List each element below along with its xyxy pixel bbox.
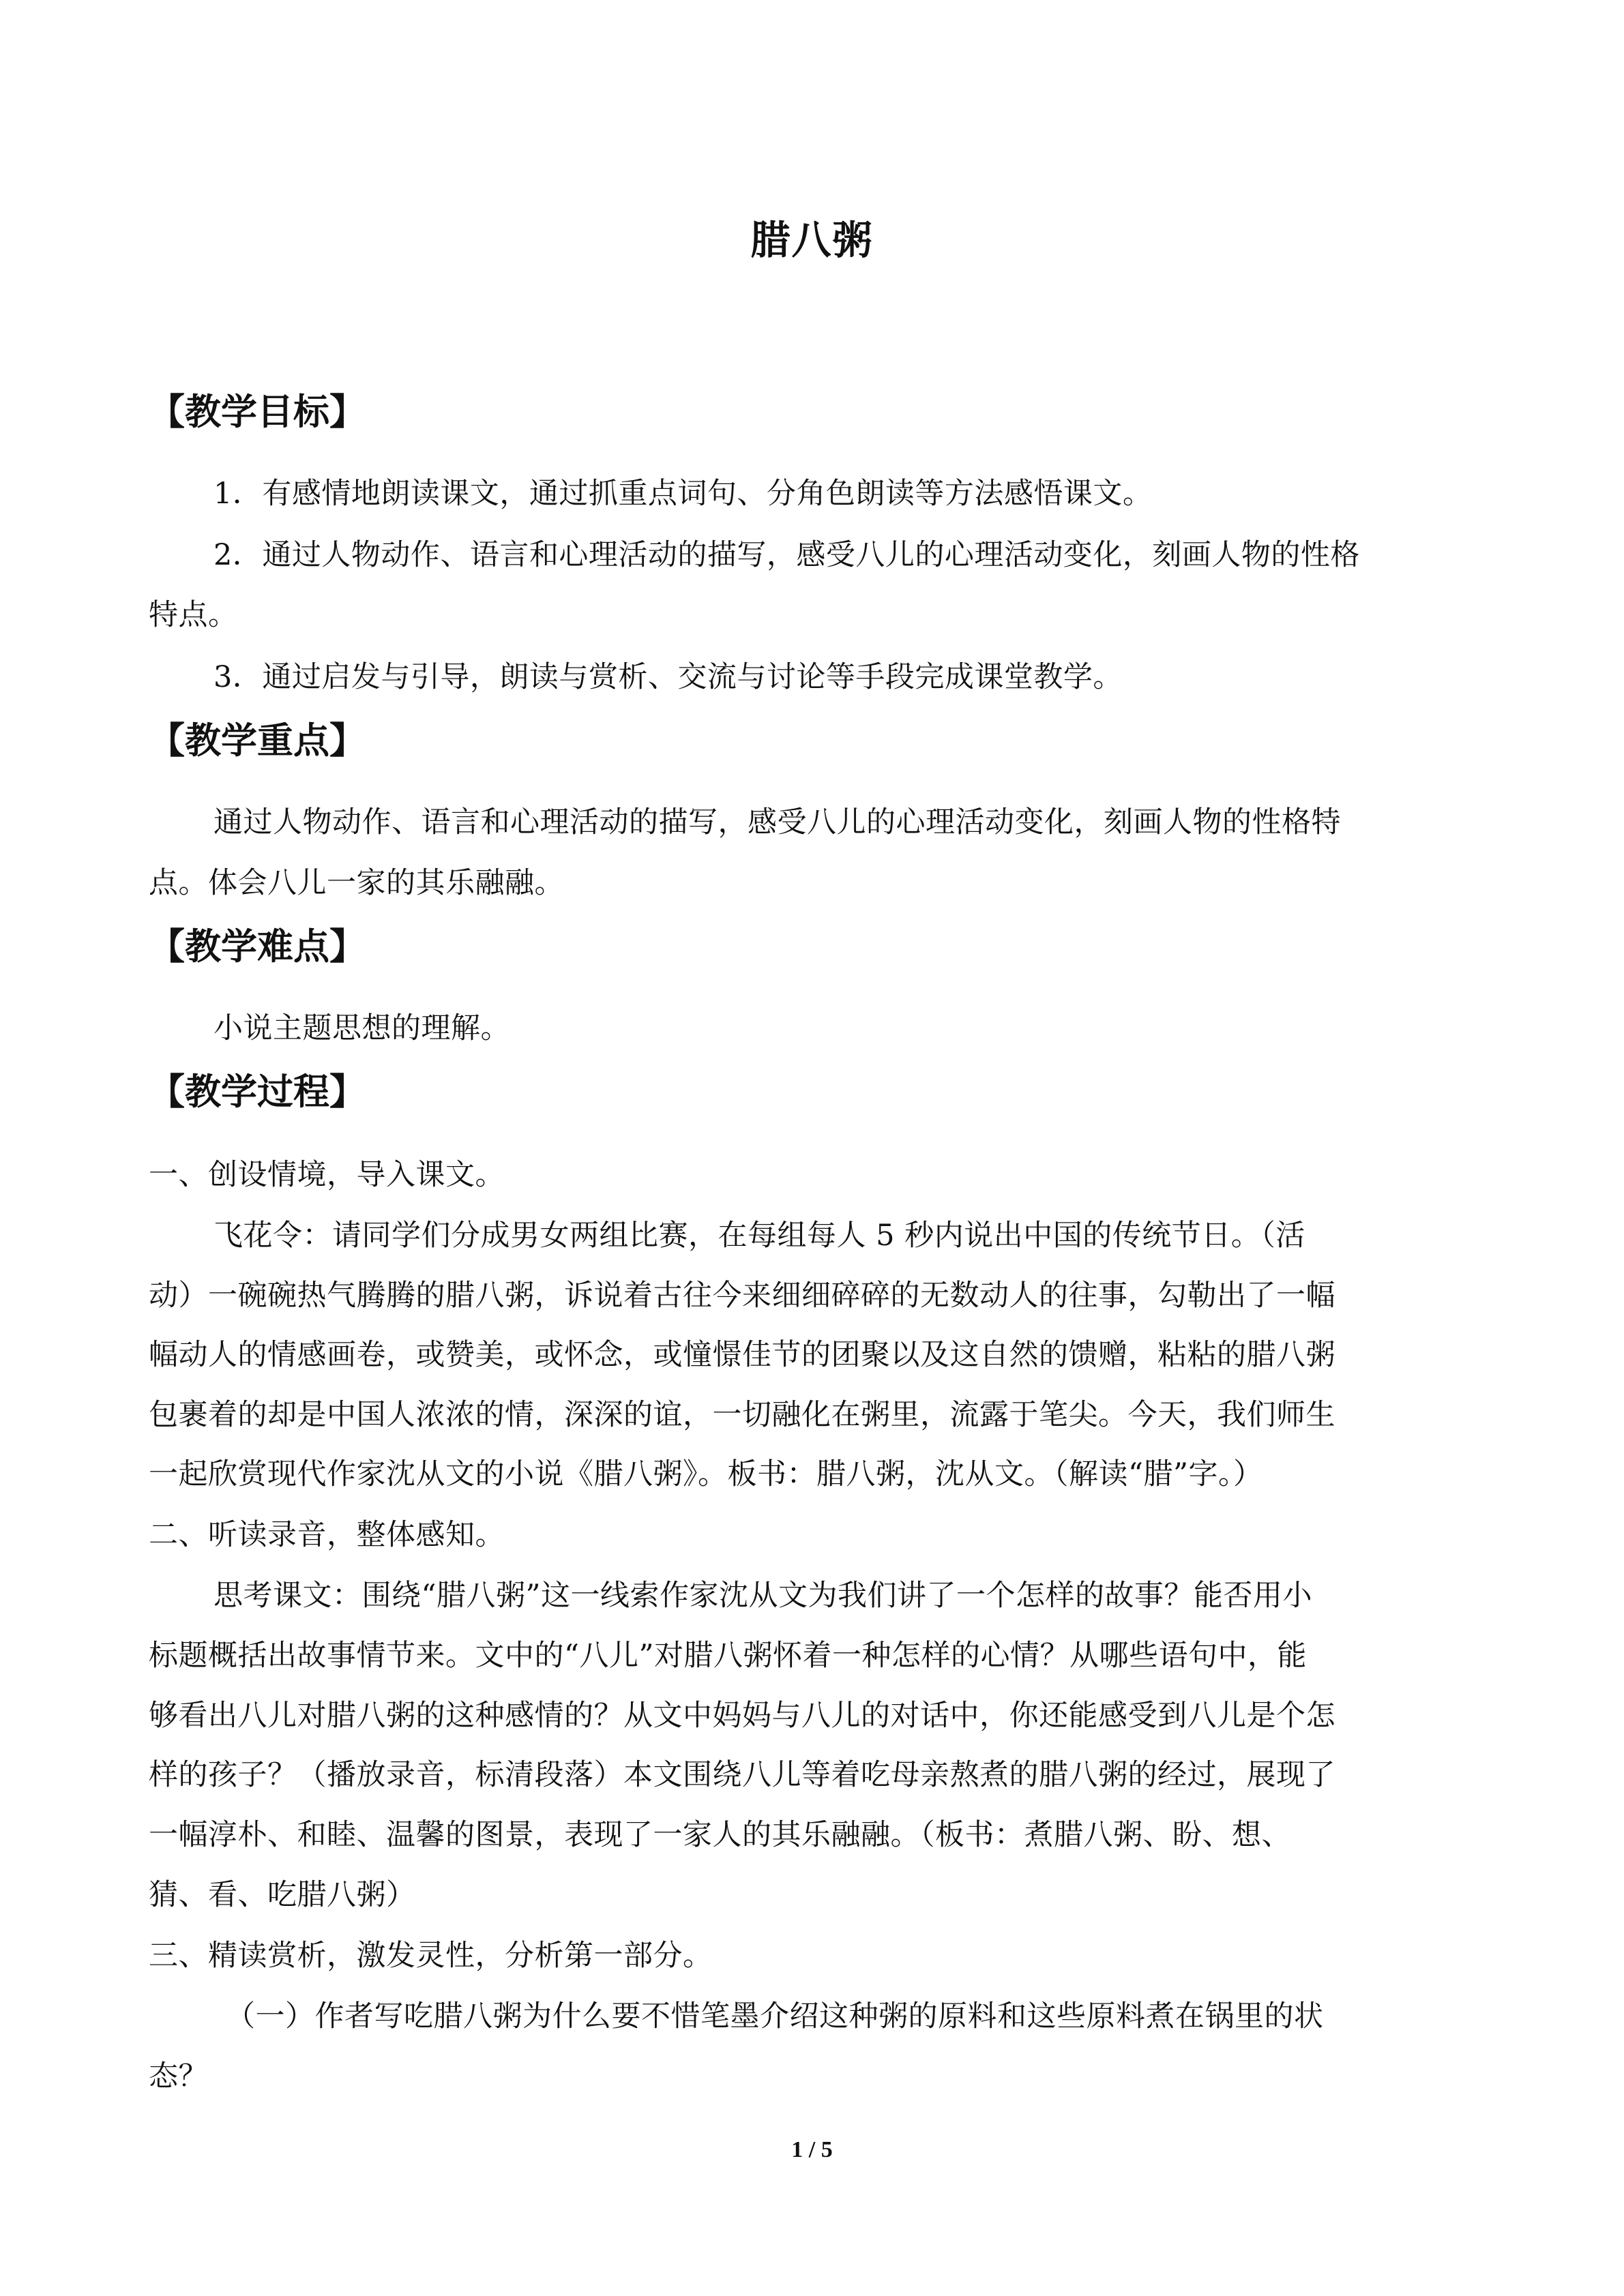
section-heading-goals: 【教学目标】 bbox=[149, 391, 366, 433]
page-number: 1 / 5 bbox=[791, 2137, 833, 2162]
process-step-3: 三、精读赏析，激发灵性，分析第一部分。 bbox=[149, 1939, 713, 1973]
process-line: 飞花令：请同学们分成男女两组比赛，在每组每人 5 秒内说出中国的传统节日。（活 bbox=[213, 1219, 1305, 1253]
difficulty-line-1: 小说主题思想的理解。 bbox=[213, 1011, 510, 1045]
process-line: 一起欣赏现代作家沈从文的小说《腊八粥》。板书：腊八粥，沈从文。（解读“腊”字。） bbox=[149, 1457, 1263, 1491]
process-line: 样的孩子？（播放录音，标清段落）本文围绕八儿等着吃母亲熬煮的腊八粥的经过，展现了 bbox=[149, 1758, 1335, 1792]
goal-line-3: 3．通过启发与引导，朗读与赏析、交流与讨论等手段完成课堂教学。 bbox=[213, 660, 1123, 694]
section-heading-key-points: 【教学重点】 bbox=[149, 720, 366, 762]
goal-line-2-cont: 特点。 bbox=[149, 598, 238, 632]
process-line: 标题概括出故事情节来。文中的“八儿”对腊八粥怀着一种怎样的心情？从哪些语句中，能 bbox=[149, 1639, 1307, 1673]
process-line: 猜、看、吃腊八粥） bbox=[149, 1878, 416, 1912]
section-heading-process: 【教学过程】 bbox=[149, 1071, 366, 1113]
key-point-line-2: 点。体会八儿一家的其乐融融。 bbox=[149, 866, 564, 900]
process-line: 包裹着的却是中国人浓浓的情，深深的谊，一切融化在粥里，流露于笔尖。今天，我们师生 bbox=[149, 1398, 1335, 1432]
process-line: 动）一碗碗热气腾腾的腊八粥，诉说着古往今来细细碎碎的无数动人的往事，勾勒出了一幅 bbox=[149, 1279, 1335, 1313]
section-heading-difficulties: 【教学难点】 bbox=[149, 926, 366, 968]
process-line: 态？ bbox=[149, 2059, 208, 2093]
process-line: 思考课文：围绕“腊八粥”这一线索作家沈从文为我们讲了一个怎样的故事？能否用小 bbox=[213, 1579, 1312, 1613]
process-step-2: 二、听读录音，整体感知。 bbox=[149, 1518, 505, 1552]
key-point-line-1: 通过人物动作、语言和心理活动的描写，感受八儿的心理活动变化，刻画人物的性格特 bbox=[213, 805, 1341, 839]
goal-line-1: 1．有感情地朗读课文，通过抓重点词句、分角色朗读等方法感悟课文。 bbox=[213, 477, 1153, 511]
page-title: 腊八粥 bbox=[750, 217, 874, 263]
process-line: （一）作者写吃腊八粥为什么要不惜笔墨介绍这种粥的原料和这些原料煮在锅里的状 bbox=[226, 1999, 1324, 2033]
process-line: 够看出八儿对腊八粥的这种感情的？从文中妈妈与八儿的对话中，你还能感受到八儿是个怎 bbox=[149, 1699, 1335, 1733]
process-line: 一幅淳朴、和睦、温馨的图景，表现了一家人的其乐融融。（板书：煮腊八粥、盼、想、 bbox=[149, 1818, 1291, 1852]
process-line: 幅动人的情感画卷，或赞美，或怀念，或憧憬佳节的团聚以及这自然的馈赠，粘粘的腊八粥 bbox=[149, 1338, 1335, 1372]
process-step-1: 一、创设情境，导入课文。 bbox=[149, 1158, 505, 1192]
goal-line-2: 2．通过人物动作、语言和心理活动的描写，感受八儿的心理活动变化，刻画人物的性格 bbox=[213, 538, 1360, 572]
